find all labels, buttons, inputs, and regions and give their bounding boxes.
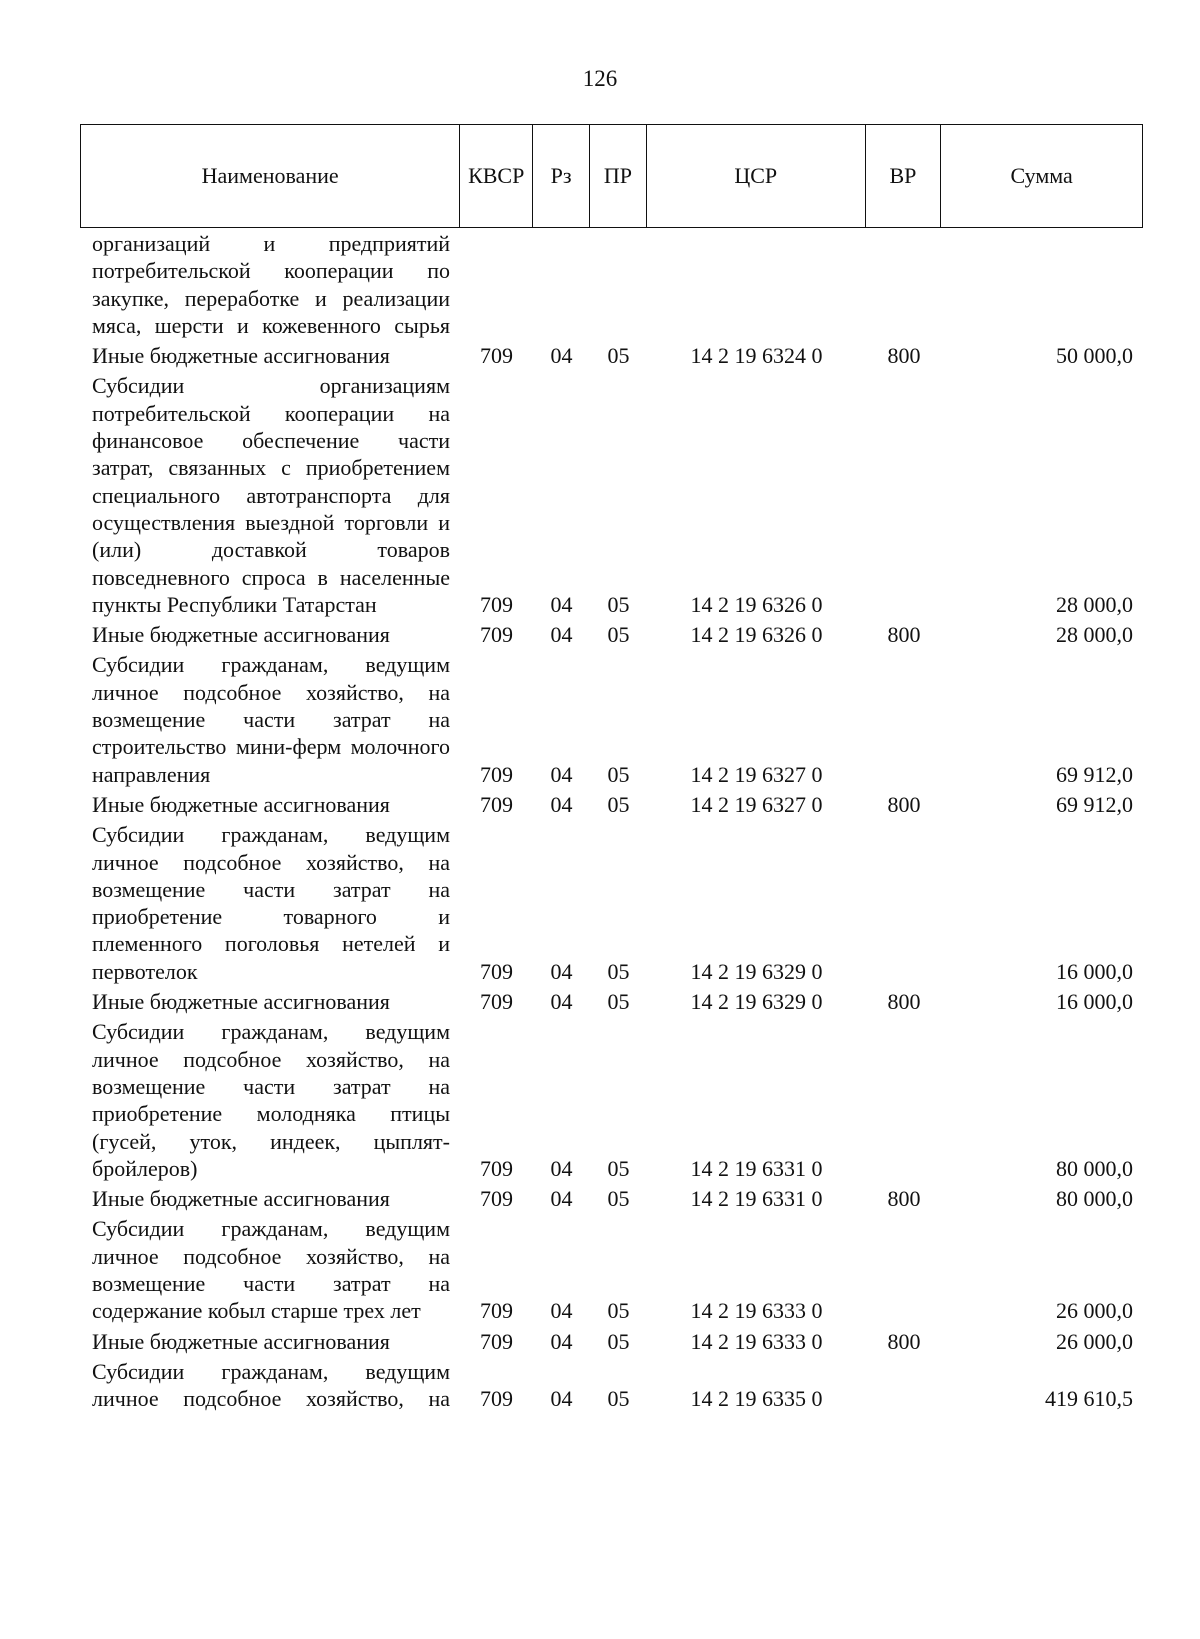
row-vr: 800 [887,989,921,1015]
row-vr: 800 [887,1328,921,1354]
row-kvsr: 709 [480,761,513,787]
row-rz: 04 [550,1155,573,1181]
header-sum: Сумма [1010,163,1073,188]
row-kvsr: 709 [480,591,513,617]
row-sum: 28 000,0 [1056,591,1133,617]
row-rz: 04 [550,1386,573,1412]
row-pr: 05 [607,622,630,648]
page-number: 126 [582,66,618,91]
header-vr: ВР [866,125,942,227]
row-kvsr: 709 [480,1186,513,1212]
row-vr: 800 [887,343,921,369]
row-kvsr: 709 [480,989,513,1015]
row-name: Субсидии гражданам, ведущим личное подсобное хозяйство, на возмещение части затрат на приобретение молодняка птицы (гусей, уток, индеек, цыплят-бройлеров) [92,1019,450,1181]
row-kvsr: 709 [480,343,513,369]
row-kvsr: 709 [480,1328,513,1354]
row-vr: 800 [887,791,921,817]
table-header [80,124,1143,228]
header-kvsr: КВСР [460,125,533,227]
row-name: Субсидии гражданам, ведущим личное подсобное хозяйство, на [92,1358,450,1412]
row-rz: 04 [550,1328,573,1354]
row-pr: 05 [607,343,630,369]
table-row [80,988,1143,1015]
row-sum: 26 000,0 [1056,1298,1133,1324]
row-vr: 800 [887,622,921,648]
header-csr: ЦСР [647,125,866,227]
row-rz: 04 [550,791,573,817]
table-row [80,1328,1143,1355]
table-row [80,621,1143,648]
table-row [80,342,1143,369]
row-csr: 14 2 19 6331 0 [690,1186,823,1212]
row-name: Иные бюджетные ассигнования [92,989,390,1015]
row-sum: 16 000,0 [1056,989,1133,1015]
table-row [80,230,1143,339]
row-sum: 69 912,0 [1056,761,1133,787]
table-body [80,230,1143,1415]
row-csr: 14 2 19 6333 0 [690,1328,823,1354]
row-kvsr: 709 [480,1386,513,1412]
row-sum: 80 000,0 [1056,1155,1133,1181]
row-pr: 05 [607,989,630,1015]
table-row [80,1215,1143,1324]
row-kvsr: 709 [480,791,513,817]
table-row [80,791,1143,818]
header-name: Наименование [81,125,460,227]
table-row [80,821,1143,985]
row-csr: 14 2 19 6329 0 [690,958,823,984]
row-rz: 04 [550,591,573,617]
row-rz: 04 [550,958,573,984]
row-pr: 05 [607,1386,630,1412]
row-rz: 04 [550,622,573,648]
row-name: Иные бюджетные ассигнования [92,791,390,817]
row-pr: 05 [607,958,630,984]
row-pr: 05 [607,1298,630,1324]
row-sum: 16 000,0 [1056,958,1133,984]
row-csr: 14 2 19 6327 0 [690,761,823,787]
row-name: Иные бюджетные ассигнования [92,1328,390,1354]
row-name: Субсидии гражданам, ведущим личное подсобное хозяйство, на возмещение части затрат на приобретение товарного и племенного поголовья нетелей и первотелок [92,822,450,984]
row-rz: 04 [550,989,573,1015]
table-row [80,1185,1143,1212]
header-pr: ПР [590,125,647,227]
row-sum: 69 912,0 [1056,791,1133,817]
row-pr: 05 [607,791,630,817]
row-kvsr: 709 [480,958,513,984]
table-row [80,1018,1143,1182]
row-kvsr: 709 [480,1298,513,1324]
row-sum: 28 000,0 [1056,622,1133,648]
row-csr: 14 2 19 6326 0 [690,591,823,617]
row-name: организаций и предприятий потребительской кооперации по закупке, переработке и реализации мяса, шерсти и кожевенного сырья [92,231,450,338]
table-row [80,372,1143,618]
row-rz: 04 [550,761,573,787]
row-name: Субсидии организациям потребительской кооперации на финансовое обеспечение части затрат, связанных с приобретением специального автотранспорта для осуществления выездной торговли и (или) доставкой товаров повседневного спроса в населенные пункты Республики Татарстан [92,373,450,617]
header-rz: Рз [533,125,590,227]
row-rz: 04 [550,1186,573,1212]
row-csr: 14 2 19 6335 0 [690,1386,823,1412]
row-pr: 05 [607,761,630,787]
row-rz: 04 [550,343,573,369]
row-kvsr: 709 [480,622,513,648]
row-kvsr: 709 [480,1155,513,1181]
row-csr: 14 2 19 6329 0 [690,989,823,1015]
row-name: Субсидии гражданам, ведущим личное подсобное хозяйство, на возмещение части затрат на содержание кобыл старше трех лет [92,1216,450,1324]
row-name: Субсидии гражданам, ведущим личное подсобное хозяйство, на возмещение части затрат на строительство мини-ферм молочного направления [92,652,450,787]
row-csr: 14 2 19 6326 0 [690,622,823,648]
row-pr: 05 [607,591,630,617]
row-csr: 14 2 19 6333 0 [690,1298,823,1324]
row-pr: 05 [607,1155,630,1181]
row-rz: 04 [550,1298,573,1324]
row-name: Иные бюджетные ассигнования [92,343,390,369]
row-csr: 14 2 19 6331 0 [690,1155,823,1181]
row-csr: 14 2 19 6327 0 [690,791,823,817]
row-name: Иные бюджетные ассигнования [92,622,390,648]
row-name: Иные бюджетные ассигнования [92,1186,390,1212]
row-sum: 50 000,0 [1056,343,1133,369]
row-sum: 419 610,5 [1045,1386,1133,1412]
row-pr: 05 [607,1328,630,1354]
row-sum: 26 000,0 [1056,1328,1133,1354]
row-pr: 05 [607,1186,630,1212]
table-row [80,1358,1143,1413]
row-vr: 800 [887,1186,921,1212]
row-sum: 80 000,0 [1056,1186,1133,1212]
table-row [80,651,1143,787]
row-csr: 14 2 19 6324 0 [690,343,823,369]
